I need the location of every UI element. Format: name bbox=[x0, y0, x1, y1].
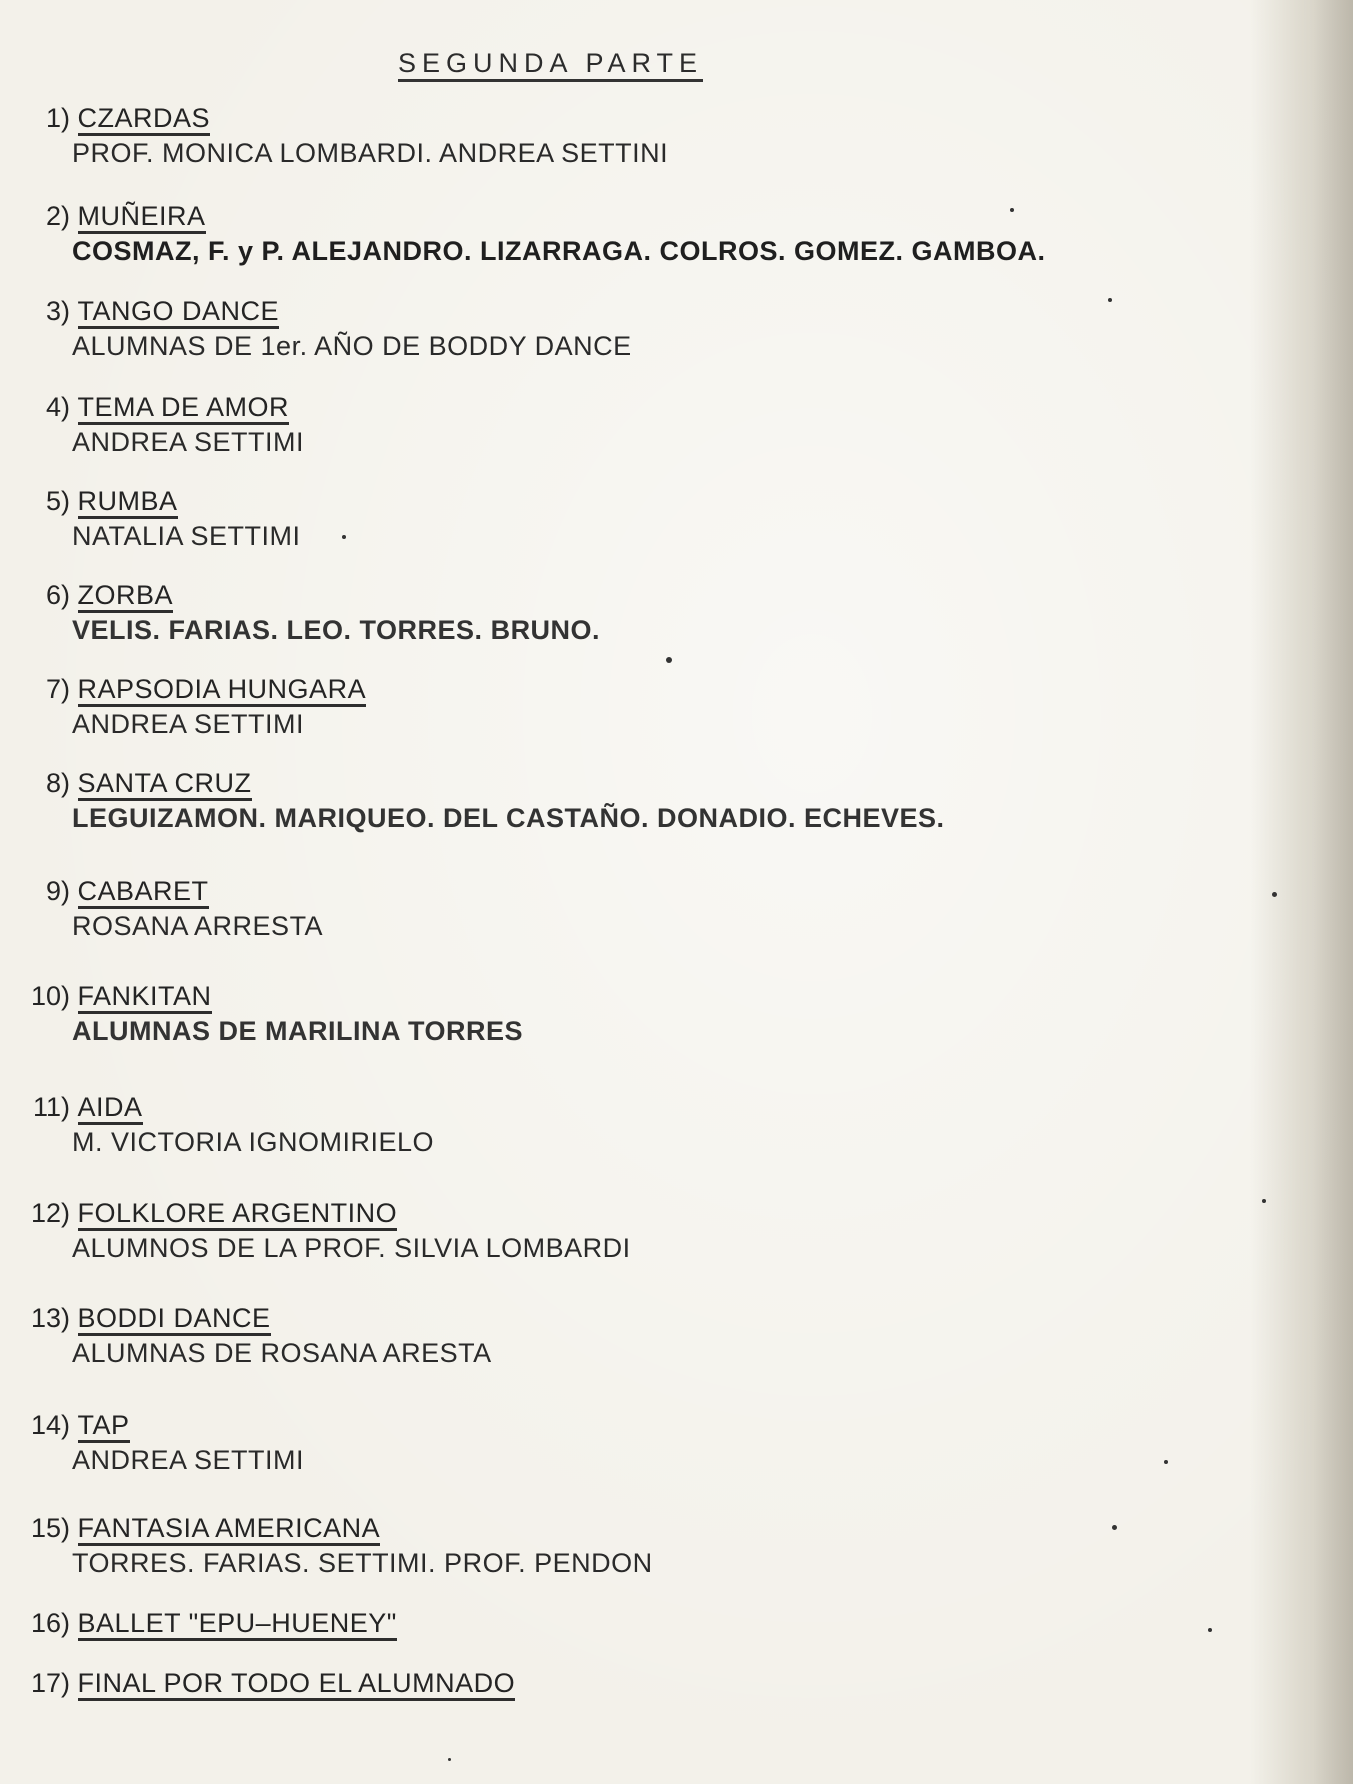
item-performers: TORRES. FARIAS. SETTIMI. PROF. PENDON bbox=[72, 1548, 653, 1578]
item-number: 8) bbox=[45, 768, 70, 798]
item-name: SANTA CRUZ bbox=[78, 768, 252, 801]
item-performers: LEGUIZAMON. MARIQUEO. DEL CASTAÑO. DONADIO. ECHEVES. bbox=[72, 803, 945, 833]
item-performers: ROSANA ARRESTA bbox=[72, 911, 324, 941]
item-number: 9) bbox=[45, 876, 70, 906]
item-performers: ANDREA SETTIMI bbox=[72, 427, 305, 457]
program-item-13 bbox=[0, 1303, 1300, 1369]
item-performers: ALUMNOS DE LA PROF. SILVIA LOMBARDI bbox=[72, 1233, 631, 1263]
item-number: 3) bbox=[45, 296, 70, 326]
item-name: CABARET bbox=[78, 876, 209, 909]
scan-speck bbox=[666, 657, 672, 663]
program-item-9 bbox=[0, 876, 1300, 942]
program-item-11 bbox=[0, 1092, 1300, 1158]
program-item-5 bbox=[0, 486, 1300, 552]
page-title-text: SEGUNDA PARTE bbox=[398, 48, 703, 82]
item-number: 4) bbox=[45, 392, 70, 422]
program-item-6 bbox=[0, 580, 1300, 646]
scan-speck bbox=[1262, 1199, 1266, 1203]
item-name: AIDA bbox=[78, 1092, 143, 1125]
item-number: 17) bbox=[30, 1668, 70, 1698]
item-name: CZARDAS bbox=[78, 103, 211, 136]
item-performers: ALUMNAS DE ROSANA ARESTA bbox=[72, 1338, 492, 1368]
program-item-8 bbox=[0, 768, 1300, 834]
item-name: FANKITAN bbox=[78, 981, 212, 1014]
item-name: TEMA DE AMOR bbox=[78, 392, 290, 425]
item-name: RUMBA bbox=[78, 486, 178, 519]
scan-speck bbox=[1010, 208, 1014, 212]
page-crease-shadow bbox=[1313, 0, 1353, 1784]
scan-speck bbox=[1164, 1460, 1168, 1464]
item-number: 15) bbox=[30, 1513, 70, 1543]
item-performers: COSMAZ, F. y P. ALEJANDRO. LIZARRAGA. COLROS. GOMEZ. GAMBOA. bbox=[72, 236, 1046, 266]
item-performers: NATALIA SETTIMI bbox=[72, 521, 301, 551]
item-number: 1) bbox=[45, 103, 70, 133]
scan-speck bbox=[342, 535, 346, 539]
scan-speck bbox=[1112, 1525, 1117, 1530]
item-name: FINAL POR TODO EL ALUMNADO bbox=[78, 1668, 516, 1701]
scan-speck bbox=[1108, 298, 1112, 302]
item-number: 12) bbox=[30, 1198, 70, 1228]
item-name: ZORBA bbox=[78, 580, 174, 613]
item-number: 2) bbox=[45, 201, 70, 231]
item-performers: PROF. MONICA LOMBARDI. ANDREA SETTINI bbox=[72, 138, 669, 168]
item-name: FOLKLORE ARGENTINO bbox=[78, 1198, 398, 1231]
item-name: FANTASIA AMERICANA bbox=[78, 1513, 381, 1546]
item-performers: ANDREA SETTIMI bbox=[72, 709, 305, 739]
page-title bbox=[398, 48, 703, 79]
item-performers: ANDREA SETTIMI bbox=[72, 1445, 305, 1475]
item-name: MUÑEIRA bbox=[78, 201, 206, 234]
item-number: 13) bbox=[30, 1303, 70, 1333]
program-item-12 bbox=[0, 1198, 1300, 1264]
scan-speck bbox=[1208, 1628, 1212, 1632]
item-name: RAPSODIA HUNGARA bbox=[78, 674, 367, 707]
item-name: TAP bbox=[78, 1410, 130, 1443]
item-number: 14) bbox=[30, 1410, 70, 1440]
program-item-2 bbox=[0, 201, 1300, 267]
item-performers: ALUMNAS DE MARILINA TORRES bbox=[72, 1016, 523, 1046]
item-name: BODDI DANCE bbox=[78, 1303, 271, 1336]
program-item-7 bbox=[0, 674, 1300, 740]
item-performers: M. VICTORIA IGNOMIRIELO bbox=[72, 1127, 435, 1157]
program-item-3 bbox=[0, 296, 1300, 362]
program-item-14 bbox=[0, 1410, 1300, 1476]
item-performers: VELIS. FARIAS. LEO. TORRES. BRUNO. bbox=[72, 615, 601, 645]
item-number: 6) bbox=[45, 580, 70, 610]
item-performers: ALUMNAS DE 1er. AÑO DE BODDY DANCE bbox=[72, 331, 632, 361]
item-number: 10) bbox=[30, 981, 70, 1011]
item-name: TANGO DANCE bbox=[78, 296, 280, 329]
item-number: 7) bbox=[45, 674, 70, 704]
item-number: 16) bbox=[30, 1608, 70, 1638]
scan-speck bbox=[1272, 892, 1277, 897]
program-item-15 bbox=[0, 1513, 1300, 1579]
program-item-4 bbox=[0, 392, 1300, 458]
item-name: BALLET "EPU–HUENEY" bbox=[78, 1608, 397, 1641]
item-number: 11) bbox=[32, 1092, 70, 1122]
program-item-10 bbox=[0, 981, 1300, 1047]
program-item-1 bbox=[0, 103, 1300, 169]
program-item-16 bbox=[0, 1608, 1300, 1639]
program-item-17 bbox=[0, 1668, 1300, 1699]
item-number: 5) bbox=[45, 486, 70, 516]
scan-speck bbox=[448, 1758, 451, 1761]
